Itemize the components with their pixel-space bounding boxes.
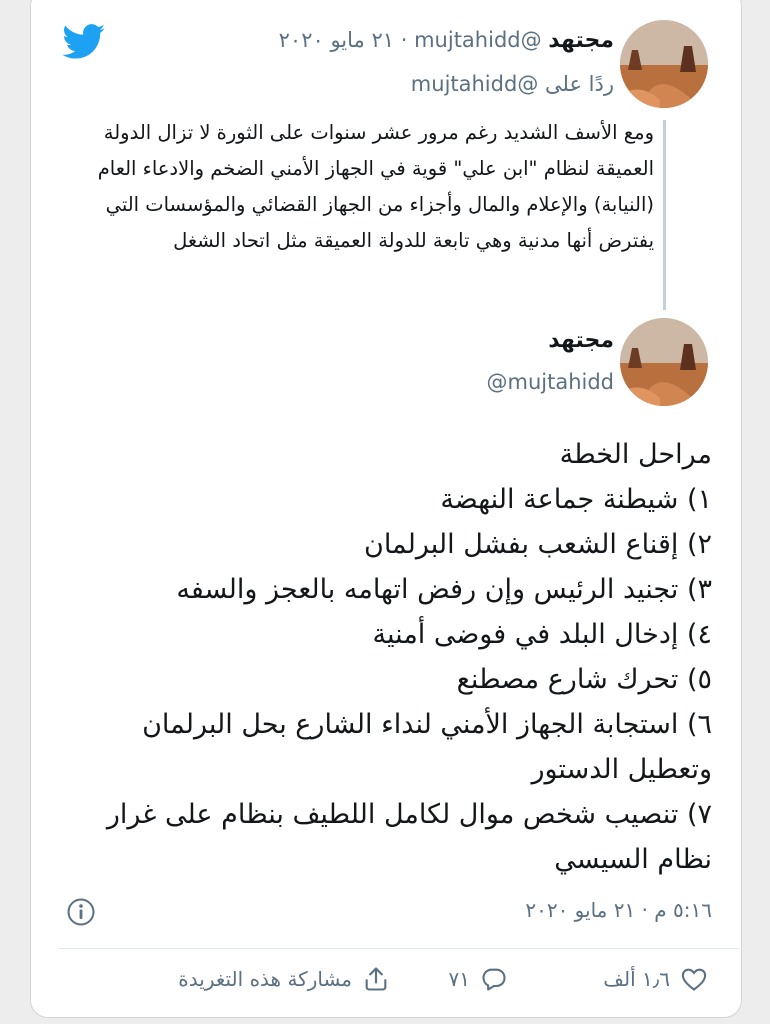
share-icon [362,965,390,993]
main-tweet-text [72,432,712,882]
info-icon[interactable] [66,897,96,927]
reply-count: ٧١ [448,967,470,991]
tweet-line: ٤) إدخال البلد في فوضى أمنية [372,619,712,650]
tweet-line: مراحل الخطة [559,439,712,470]
author-name[interactable]: مجتهد [548,28,614,53]
main-author-handle[interactable]: @mujtahidd [486,370,614,394]
tweet-line: ٦) استجابة الجهاز الأمني لنداء الشارع بحل البرلمان وتعطيل الدستور [142,709,712,785]
tweet-line: ٧) تنصيب شخص موال لكامل اللطيف بنظام على غرار نظام السيسي [106,799,712,875]
tweet-line: ٢) إقناع الشعب بفشل البرلمان [364,529,712,560]
main-author-name[interactable]: مجتهد [548,328,614,353]
tweet-line: ١) شيطنة جماعة النهضة [440,484,712,515]
tweet-line: ٣) تجنيد الرئيس وإن رفض اتهامه بالعجز والسفه [176,574,712,605]
reply-tweet-text: ومع الأسف الشديد رغم مرور عشر سنوات على الثورة لا تزال الدولة العميقة لنظام "ابن علي" قوية في الجهاز الأمني الضخم والادعاء العام (النيابة) والإعلام والمال وأجزاء من الجهاز القضائي والمؤسسات التي يفترض أنها مدنية وهي تابعة للدولة العميقة مثل اتحاد الشغل [97,121,654,252]
action-bar [0,965,770,1005]
desert-landscape-image [620,318,708,406]
tweet-timestamp[interactable]: ٥:١٦ م · ٢١ مايو ٢٠٢٠ [525,898,712,922]
separator-dot: · [400,28,408,52]
avatar[interactable] [620,20,708,108]
reply-tweet-header [279,28,614,53]
replying-to-label: ردًا على [545,72,614,96]
avatar[interactable] [620,318,708,406]
like-button[interactable] [603,965,708,993]
heart-icon [680,965,708,993]
comment-icon [480,965,508,993]
like-count: ١٫٦ ألف [603,967,670,991]
replying-to [411,72,614,96]
tweet-line: ٥) تحرك شارع مصطنع [456,664,712,695]
thread-connector [663,120,666,310]
author-handle[interactable]: @mujtahidd [414,28,542,52]
reply-button[interactable] [449,965,508,993]
share-label: مشاركة هذه التغريدة [178,967,352,991]
replying-to-handle[interactable]: @mujtahidd [410,72,539,96]
twitter-bird-icon[interactable] [62,24,106,60]
share-button[interactable] [178,965,390,993]
divider [58,948,740,949]
tweet-date[interactable]: ٢١ مايو ٢٠٢٠ [278,28,395,52]
desert-landscape-image [620,20,708,108]
